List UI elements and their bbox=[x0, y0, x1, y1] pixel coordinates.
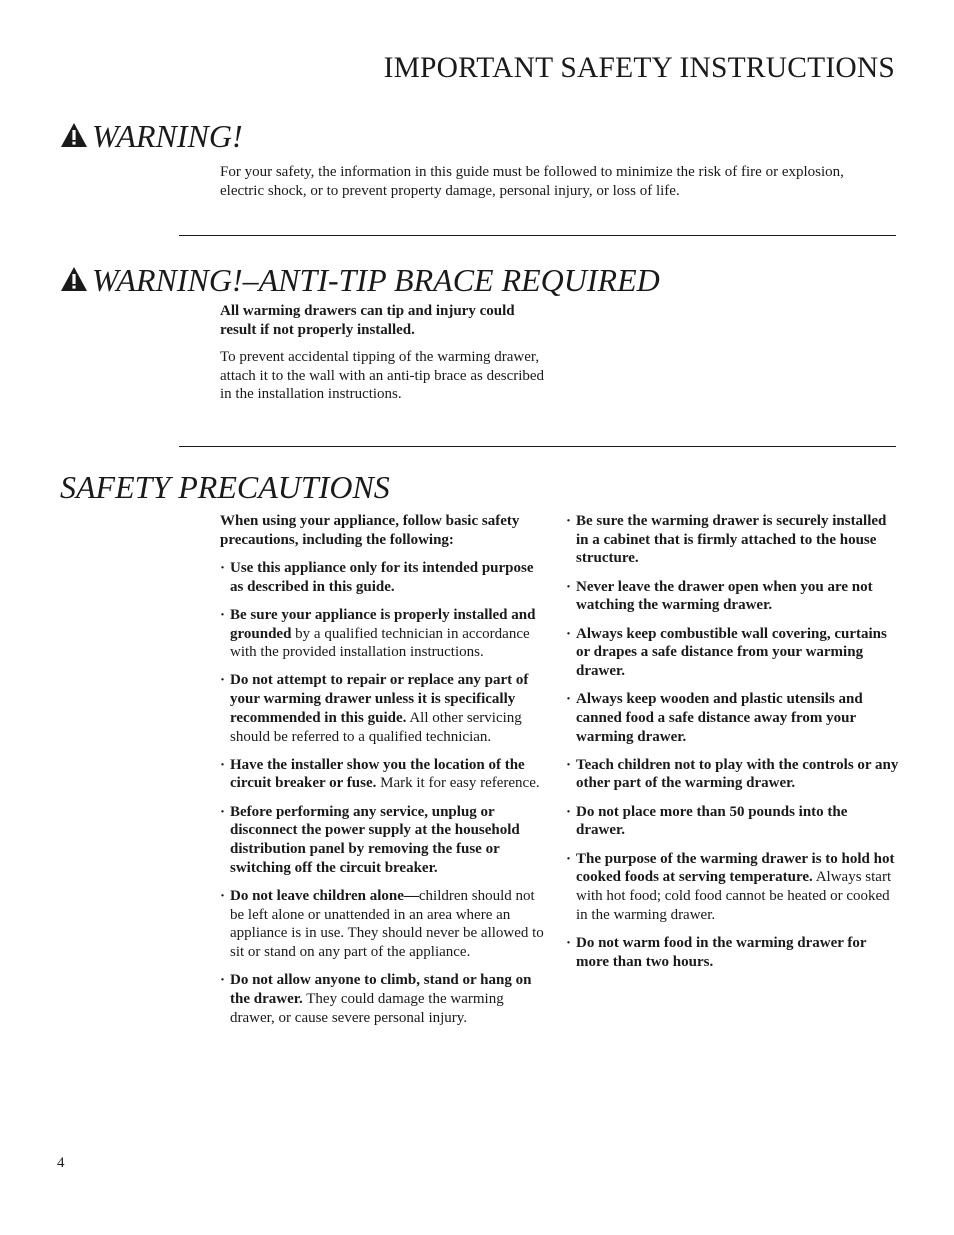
safety-list-left bbox=[220, 559, 550, 1027]
list-item-bold: Be sure the warming drawer is securely installed in a cabinet that is firmly attached to the house structure. bbox=[576, 513, 887, 567]
warning-text: For your safety, the information in this guide must be followed to minimize the risk of fire or explosion, electric shock, or to prevent property damage, personal injury, or loss of life. bbox=[220, 164, 844, 199]
list-item-text: by a qualified technician in accordance with the provided installation instructions. bbox=[230, 625, 530, 661]
list-item-text: children should not be left alone or unattended in an area where an appliance is in use. They should never be allowed to sit or stand on any part of the appliance. bbox=[230, 887, 544, 961]
list-item-bold: Always keep combustible wall covering, curtains or drapes a safe distance from your warming drawer. bbox=[576, 625, 887, 679]
list-item-bold: Be sure your appliance is properly installed and grounded bbox=[230, 606, 536, 642]
list-item-text: All other servicing should be referred to a qualified technician. bbox=[230, 709, 522, 745]
list-item bbox=[566, 803, 900, 840]
list-item-bold: Do not place more than 50 pounds into the drawer. bbox=[576, 803, 848, 839]
list-item bbox=[566, 934, 900, 971]
section-divider bbox=[179, 235, 896, 236]
list-item bbox=[566, 512, 900, 568]
warning-heading-label: WARNING! bbox=[92, 118, 243, 154]
list-item bbox=[566, 690, 900, 746]
list-item bbox=[566, 756, 900, 793]
list-item bbox=[220, 803, 550, 878]
list-item bbox=[566, 578, 900, 615]
list-item bbox=[220, 606, 550, 662]
anti-tip-heading-label: WARNING!–ANTI-TIP BRACE REQUIRED bbox=[92, 262, 660, 298]
list-item bbox=[566, 625, 900, 681]
anti-tip-heading bbox=[60, 262, 660, 299]
list-item-bold: The purpose of the warming drawer is to hold hot cooked foods at serving temperature. bbox=[576, 850, 895, 886]
list-item-bold: Have the installer show you the location of the circuit breaker or fuse. bbox=[230, 756, 525, 792]
safety-right-column bbox=[566, 512, 900, 981]
safety-list-right bbox=[566, 512, 900, 971]
warning-heading bbox=[60, 118, 243, 155]
list-item-text: Always start with hot food; cold food cannot be heated or cooked in the warming drawer. bbox=[576, 869, 892, 923]
anti-tip-text: To prevent accidental tipping of the warming drawer, attach it to the wall with an anti-tip brace as described in the installation instructions. bbox=[220, 349, 545, 403]
list-item-bold: Before performing any service, unplug or disconnect the power supply at the household distribution panel by removing the fuse or switching off the circuit breaker. bbox=[230, 803, 520, 876]
section-divider bbox=[179, 446, 896, 447]
list-item-bold: Do not attempt to repair or replace any part of your warming drawer unless it is specifically recommended in this guide. bbox=[230, 672, 529, 726]
list-item bbox=[220, 756, 550, 793]
list-item-text: Mark it for easy reference. bbox=[376, 775, 540, 792]
list-item-bold: Always keep wooden and plastic utensils and canned food a safe distance away from your warming drawer. bbox=[576, 691, 863, 745]
list-item-bold: Do not allow anyone to climb, stand or hang on the drawer. bbox=[230, 972, 532, 1007]
list-item-bold: Never leave the drawer open when you are not watching the warming drawer. bbox=[576, 578, 873, 614]
list-item-bold: Teach children not to play with the controls or any other part of the warming drawer. bbox=[576, 756, 899, 792]
safety-left-column bbox=[220, 512, 550, 1037]
safety-intro: When using your appliance, follow basic safety precautions, including the following: bbox=[220, 513, 520, 548]
list-item-text: They could damage the warming drawer, or cause severe personal injury. bbox=[230, 990, 504, 1026]
list-item-bold: Do not leave children alone— bbox=[230, 887, 419, 904]
warning-triangle-icon bbox=[60, 122, 88, 148]
list-item bbox=[220, 971, 550, 1027]
warning-triangle-icon bbox=[60, 266, 88, 292]
list-item-bold: Do not warm food in the warming drawer for more than two hours. bbox=[576, 934, 867, 970]
list-item bbox=[220, 887, 550, 962]
list-item bbox=[566, 850, 900, 925]
list-item bbox=[220, 671, 550, 746]
list-item bbox=[220, 559, 550, 596]
safety-heading bbox=[60, 469, 390, 506]
page-title: IMPORTANT SAFETY INSTRUCTIONS bbox=[383, 52, 895, 84]
anti-tip-bold-text: All warming drawers can tip and injury could result if not properly installed. bbox=[220, 303, 515, 338]
safety-heading-label: SAFETY PRECAUTIONS bbox=[60, 469, 390, 505]
list-item-bold: Use this appliance only for its intended purpose as described in this guide. bbox=[230, 559, 534, 595]
page-number: 4 bbox=[57, 1155, 65, 1171]
